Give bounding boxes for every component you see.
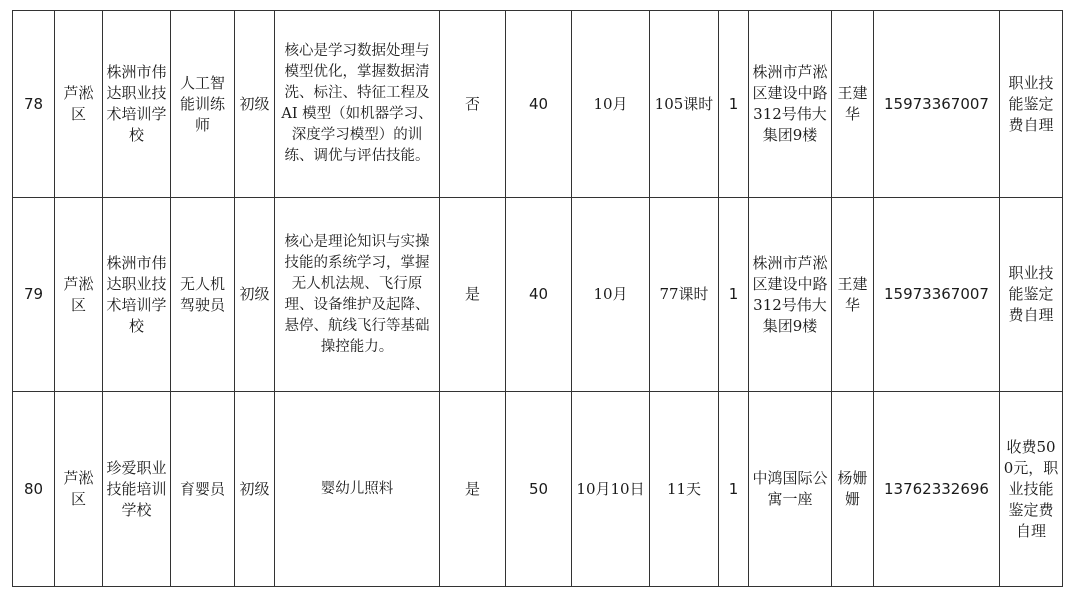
trainee-count-cell: 50 — [506, 392, 572, 587]
school-cell: 珍爱职业技能培训学校 — [103, 392, 171, 587]
occupation-cell: 无人机驾驶员 — [171, 198, 235, 392]
trainee-count-cell: 40 — [506, 198, 572, 392]
duration-cell: 105课时 — [650, 11, 719, 198]
subsidy-cell: 是 — [440, 198, 506, 392]
contact-cell: 王建华 — [832, 198, 874, 392]
training-content-cell: 婴幼儿照料 — [275, 392, 440, 587]
level-cell: 初级 — [235, 392, 275, 587]
contact-cell: 杨姗姗 — [832, 392, 874, 587]
row-number: 78 — [13, 11, 55, 198]
duration-cell: 77课时 — [650, 198, 719, 392]
level-cell: 初级 — [235, 198, 275, 392]
remark-cell: 职业技能鉴定费自理 — [1000, 11, 1063, 198]
school-cell: 株洲市伟达职业技术培训学校 — [103, 198, 171, 392]
address-cell: 中鸿国际公寓一座 — [749, 392, 832, 587]
address-cell: 株洲市芦淞区建设中路312号伟大集团9楼 — [749, 198, 832, 392]
start-time-cell: 10月 — [572, 198, 650, 392]
level-cell: 初级 — [235, 11, 275, 198]
contact-cell: 王建华 — [832, 11, 874, 198]
district-cell: 芦淞区 — [55, 392, 103, 587]
phone-cell: 15973367007 — [874, 198, 1000, 392]
remark-cell: 收费500元，职业技能鉴定费自理 — [1000, 392, 1063, 587]
occupation-cell: 育婴员 — [171, 392, 235, 587]
row-number: 80 — [13, 392, 55, 587]
table-row — [13, 198, 1063, 392]
occupation-cell: 人工智能训练师 — [171, 11, 235, 198]
training-content-cell: 核心是学习数据处理与模型优化，掌握数据清洗、标注、特征工程及 AI 模型（如机器学习、深度学习模型）的训练、调优与评估技能。 — [275, 11, 440, 198]
district-cell: 芦淞区 — [55, 11, 103, 198]
start-time-cell: 10月10日 — [572, 392, 650, 587]
address-cell: 株洲市芦淞区建设中路312号伟大集团9楼 — [749, 11, 832, 198]
training-course-table — [12, 10, 1063, 587]
district-cell: 芦淞区 — [55, 198, 103, 392]
class-count-cell: 1 — [719, 198, 749, 392]
duration-cell: 11天 — [650, 392, 719, 587]
school-cell: 株洲市伟达职业技术培训学校 — [103, 11, 171, 198]
table-row — [13, 392, 1063, 587]
row-number: 79 — [13, 198, 55, 392]
subsidy-cell: 是 — [440, 392, 506, 587]
start-time-cell: 10月 — [572, 11, 650, 198]
phone-cell: 13762332696 — [874, 392, 1000, 587]
trainee-count-cell: 40 — [506, 11, 572, 198]
subsidy-cell: 否 — [440, 11, 506, 198]
remark-cell: 职业技能鉴定费自理 — [1000, 198, 1063, 392]
class-count-cell: 1 — [719, 392, 749, 587]
training-content-cell: 核心是理论知识与实操技能的系统学习，掌握无人机法规、飞行原理、设备维护及起降、悬停、航线飞行等基础操控能力。 — [275, 198, 440, 392]
class-count-cell: 1 — [719, 11, 749, 198]
table-row — [13, 11, 1063, 198]
phone-cell: 15973367007 — [874, 11, 1000, 198]
